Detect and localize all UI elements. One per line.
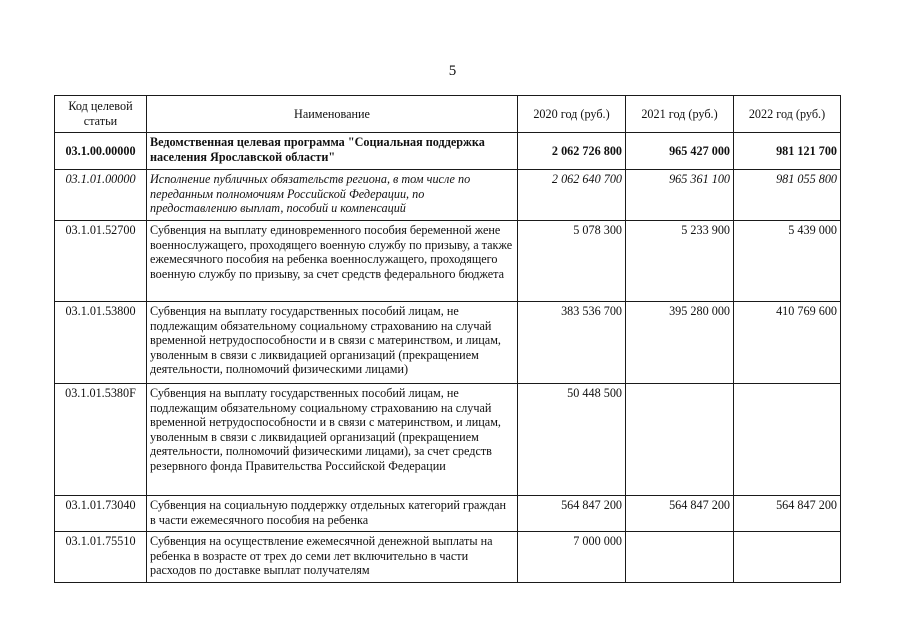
page-number: 5 <box>448 63 457 79</box>
header-2022: 2022 год (руб.) <box>734 96 841 133</box>
table-row <box>55 170 841 221</box>
header-code: Код целевой статьи <box>55 96 147 133</box>
table-row <box>55 496 841 532</box>
cell-2021: 5 233 900 <box>626 221 734 302</box>
cell-2020: 50 448 500 <box>518 384 626 496</box>
header-2020: 2020 год (руб.) <box>518 96 626 133</box>
cell-2022 <box>734 384 841 496</box>
cell-2022: 564 847 200 <box>734 496 841 532</box>
table-row <box>55 221 841 302</box>
cell-name: Субвенция на выплату государственных пособий лицам, не подлежащим обязательному социальному страхованию на случай временной нетрудоспособности и в связи с материнством, и лицам, уволенным в связи с ликвидацией организаций (прекращением деятельности, полномочий физическими лицами), за счет средств резервного фонда Правительства Российской Федерации <box>147 384 518 496</box>
cell-code: 03.1.00.00000 <box>55 133 147 170</box>
cell-name: Субвенция на осуществление ежемесячной денежной выплаты на ребенка в возрасте от трех до семи лет включительно в части расходов по доставке выплат получателям <box>147 532 518 583</box>
cell-code: 03.1.01.53800 <box>55 302 147 384</box>
cell-2021 <box>626 384 734 496</box>
cell-code: 03.1.01.00000 <box>55 170 147 221</box>
cell-name: Исполнение публичных обязательств региона, в том числе по переданным полномочиям Российской Федерации, по предоставлению выплат, пособий и компенсаций <box>147 170 518 221</box>
cell-2022: 981 121 700 <box>734 133 841 170</box>
budget-table <box>54 95 841 583</box>
cell-2022: 981 055 800 <box>734 170 841 221</box>
cell-2020: 2 062 640 700 <box>518 170 626 221</box>
cell-2021: 965 361 100 <box>626 170 734 221</box>
cell-2020: 383 536 700 <box>518 302 626 384</box>
cell-name: Субвенция на выплату единовременного пособия беременной жене военнослужащего, проходящего военную службу по призыву, а также ежемесячного пособия на ребенка военнослужащего, проходящего военную службу по призыву, за счет средств федерального бюджета <box>147 221 518 302</box>
cell-2020: 564 847 200 <box>518 496 626 532</box>
cell-2020: 2 062 726 800 <box>518 133 626 170</box>
cell-code: 03.1.01.75510 <box>55 532 147 583</box>
cell-2021 <box>626 532 734 583</box>
table-row <box>55 302 841 384</box>
cell-code: 03.1.01.52700 <box>55 221 147 302</box>
cell-2021: 965 427 000 <box>626 133 734 170</box>
cell-name: Субвенция на выплату государственных пособий лицам, не подлежащим обязательному социальному страхованию на случай временной нетрудоспособности и в связи с материнством, и лицам, уволенным в связи с ликвидацией организаций (прекращением деятельности, полномочий физическими лицами) <box>147 302 518 384</box>
header-2021: 2021 год (руб.) <box>626 96 734 133</box>
table-row <box>55 384 841 496</box>
table-header-row <box>55 96 841 133</box>
cell-name: Субвенция на социальную поддержку отдельных категорий граждан в части ежемесячного пособия на ребенка <box>147 496 518 532</box>
cell-2020: 7 000 000 <box>518 532 626 583</box>
cell-2022: 5 439 000 <box>734 221 841 302</box>
cell-2020: 5 078 300 <box>518 221 626 302</box>
cell-2021: 395 280 000 <box>626 302 734 384</box>
cell-2022: 410 769 600 <box>734 302 841 384</box>
table-row <box>55 532 841 583</box>
cell-name: Ведомственная целевая программа "Социальная поддержка населения Ярославской области" <box>147 133 518 170</box>
cell-code: 03.1.01.73040 <box>55 496 147 532</box>
cell-code: 03.1.01.5380F <box>55 384 147 496</box>
cell-2021: 564 847 200 <box>626 496 734 532</box>
header-name: Наименование <box>147 96 518 133</box>
cell-2022 <box>734 532 841 583</box>
table-row <box>55 133 841 170</box>
